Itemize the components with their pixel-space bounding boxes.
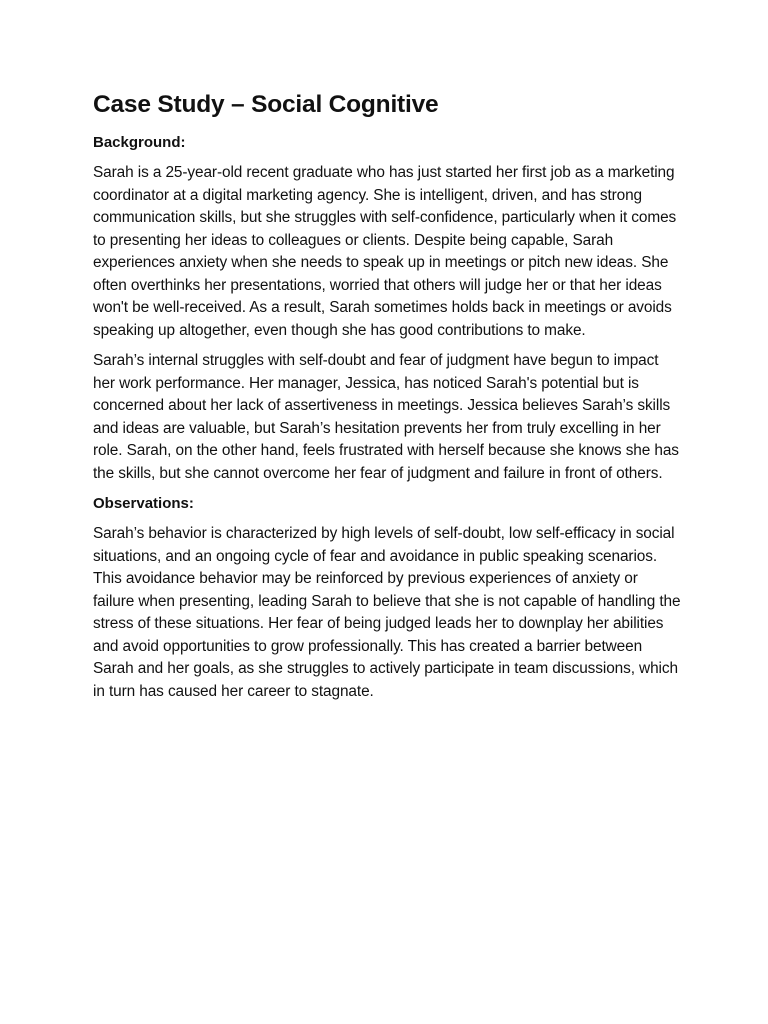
background-paragraph-1: Sarah is a 25-year-old recent graduate who has just started her first job as a marketing coordinator at a digital marketing agency. She is intelligent, driven, and has strong communication skills, but she struggles with self-confidence, particularly when it comes to presenting her ideas to colleagues or clients. Despite being capable, Sarah experiences anxiety when she needs to speak up in meetings or pitch new ideas. She often overthinks her presentations, worried that others will judge her or that her ideas won't be well-received. As a result, Sarah sometimes holds back in meetings or avoids speaking up altogether, even though she has good contributions to make. [93, 164, 677, 339]
background-paragraph-2: Sarah’s internal struggles with self-doubt and fear of judgment have begun to impact her work performance. Her manager, Jessica, has noticed Sarah's potential but is concerned about her lack of assertiveness in meetings. Jessica believes Sarah’s skills and ideas are valuable, but Sarah’s hesitation prevents her from truly excelling in her role. Sarah, on the other hand, feels frustrated with herself because she knows she has the skills, but she cannot overcome her fear of judgment and failure in front of others. [93, 352, 679, 482]
observations-paragraph-1: Sarah’s behavior is characterized by high levels of self-doubt, low self-efficacy in social situations, and an ongoing cycle of fear and avoidance in public speaking scenarios. This avoidance behavior may be reinforced by previous experiences of anxiety or failure when presenting, leading Sarah to believe that she is not capable of handling the stress of these situations. Her fear of being judged leads her to downplay her abilities and avoid opportunities to grow professionally. This has created a barrier between Sarah and her goals, as she struggles to actively participate in team discussions, which in turn has caused her career to stagnate. [93, 525, 681, 700]
section-heading-background: Background: [93, 134, 186, 151]
section-heading-observations: Observations: [93, 495, 194, 512]
document-title: Case Study – Social Cognitive [93, 91, 439, 118]
document-page [93, 88, 683, 711]
